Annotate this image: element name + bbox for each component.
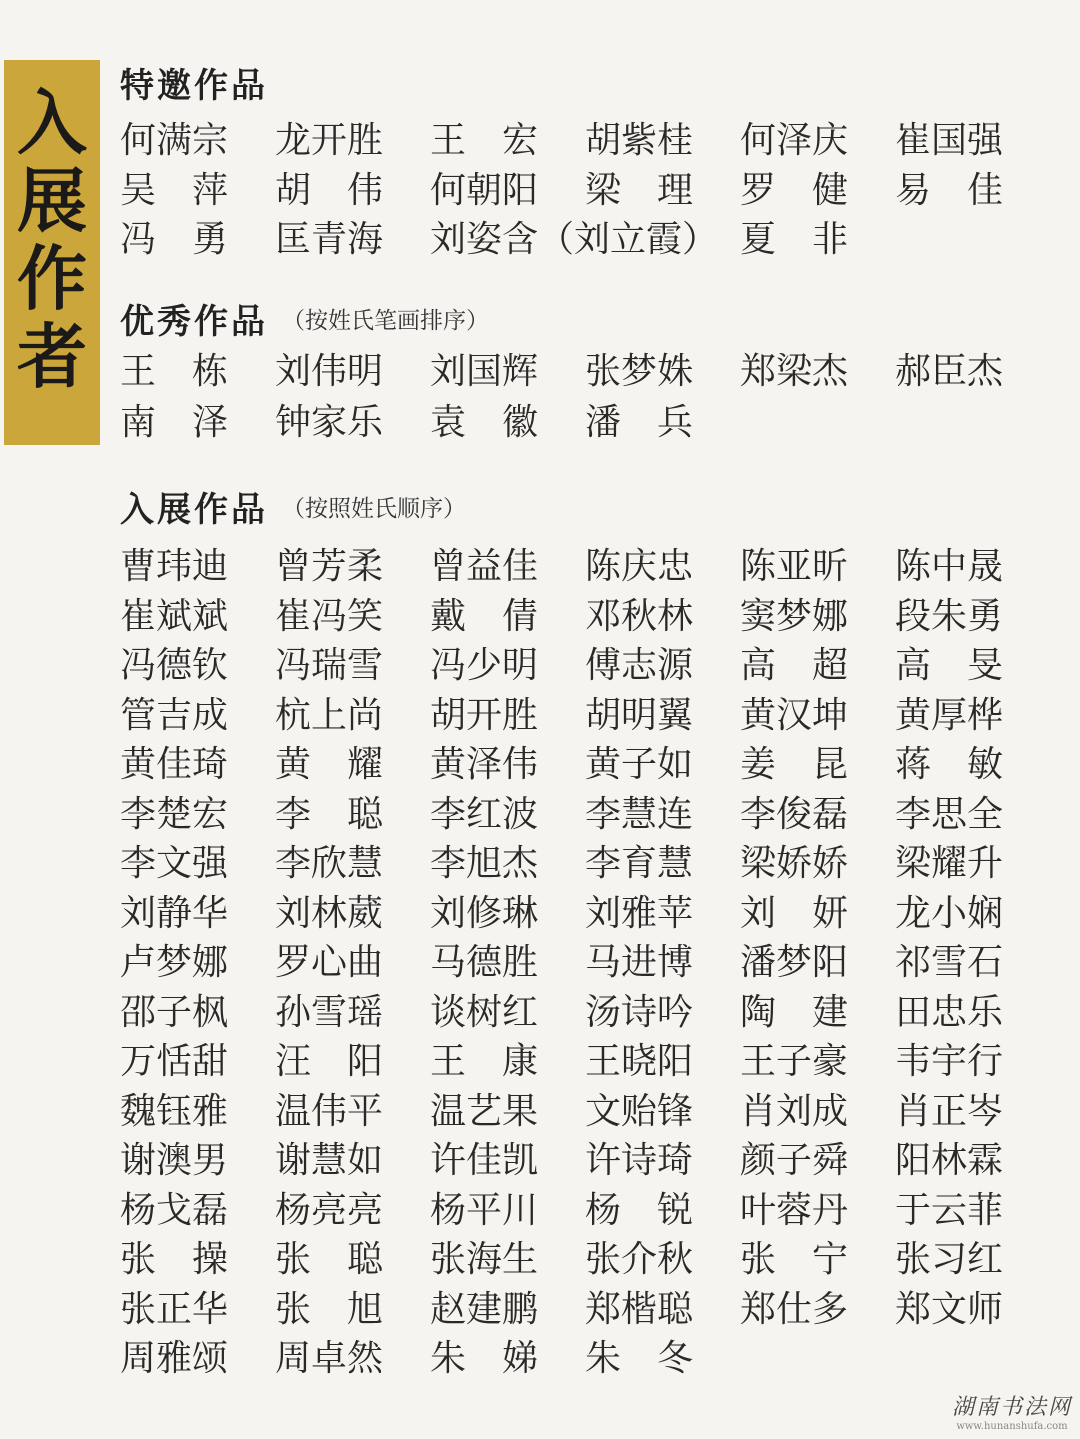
author-name: 杭上尚: [275, 694, 384, 736]
author-name: [585, 215, 740, 265]
author-name: 温伟平: [275, 1090, 384, 1132]
author-name: 曾芳柔: [275, 546, 384, 587]
author-name: 田忠乐: [895, 991, 1004, 1033]
author-name: 肖正岑: [895, 1090, 1004, 1132]
author-name: 张 操: [120, 1239, 229, 1280]
author-name: 李楚宏: [120, 793, 229, 835]
sidebar-char: 入: [17, 81, 87, 164]
author-name: 王 栋: [120, 351, 229, 392]
watermark-url: www.hunanshufa.com: [956, 1421, 1068, 1432]
author-name: 邵子枫: [120, 991, 229, 1033]
author-name: 窦梦娜: [740, 595, 849, 637]
author-name: 刘林葳: [275, 892, 384, 934]
author-name: 曹玮迪: [120, 546, 229, 587]
site-watermark: [952, 1395, 1072, 1433]
excellent-works-heading: [120, 296, 1060, 340]
author-name: 李慧连: [585, 793, 694, 835]
author-name: 张 聪: [275, 1239, 384, 1280]
accepted-names-grid: [120, 542, 1060, 1384]
author-name: 文贻锋: [585, 1090, 694, 1132]
author-name: 马德胜: [430, 942, 539, 983]
author-name: 冯瑞雪: [275, 645, 384, 686]
author-name: 胡紫桂: [585, 120, 694, 161]
author-name: 南 泽: [120, 402, 229, 443]
author-name: 杨平川: [430, 1189, 539, 1231]
heading-note: （按姓氏笔画排序）: [282, 307, 489, 334]
author-name: [895, 397, 1050, 448]
excellent-works-section: [120, 296, 1060, 448]
author-name: 阳林霖: [895, 1140, 1004, 1181]
sidebar-title: [4, 81, 100, 398]
author-name: 郑梁杰: [740, 351, 849, 392]
author-name: 魏钰雅: [120, 1090, 229, 1132]
author-name: 叶蓉丹: [740, 1189, 849, 1231]
heading-title: 优秀作品: [120, 301, 268, 342]
watermark-title: 湖南书法网: [952, 1395, 1073, 1420]
author-name: 高 旻: [895, 645, 1004, 686]
author-name: 冯 勇: [120, 219, 229, 260]
author-name: 蒋 敏: [895, 744, 1004, 785]
author-name: 傅志源: [585, 645, 694, 686]
author-name: 潘梦阳: [740, 942, 849, 983]
author-name: 崔冯笑: [275, 595, 384, 637]
accepted-works-section: [120, 484, 1060, 1384]
author-name: 陈庆忠: [585, 546, 694, 587]
author-name: 许佳凯: [430, 1140, 539, 1181]
author-name: 韦宇行: [895, 1041, 1004, 1082]
sidebar-char: 展: [17, 159, 87, 242]
author-name: 张海生: [430, 1239, 539, 1280]
author-name: 冯少明: [430, 645, 539, 686]
author-name: 王子豪: [740, 1041, 849, 1082]
author-name: 潘 兵: [585, 402, 694, 443]
sidebar-char: 作: [17, 237, 87, 320]
author-name: 刘 妍: [740, 892, 849, 934]
heading-title: 特邀作品: [120, 65, 268, 106]
author-name: [895, 1334, 1050, 1384]
author-name: 孙雪瑶: [275, 991, 384, 1033]
author-name: 杨亮亮: [275, 1189, 384, 1231]
author-name: 黄厚桦: [895, 694, 1004, 736]
author-name: 何泽庆: [740, 120, 849, 161]
author-name: 梁 理: [585, 169, 694, 211]
accepted-works-heading: [120, 484, 1060, 528]
author-name: 梁耀升: [895, 843, 1004, 884]
author-name: 陈中晟: [895, 546, 1004, 587]
section-sidebar: [4, 60, 100, 445]
author-name: [895, 215, 1050, 265]
author-name: 夏 非: [740, 219, 849, 260]
author-name: 何满宗: [120, 120, 229, 161]
author-name: 刘姿含（刘立霞）: [430, 219, 719, 260]
author-name: [740, 397, 895, 448]
author-name: 汪 阳: [275, 1041, 384, 1082]
author-name: 郑楷聪: [585, 1288, 694, 1330]
author-name: 郝臣杰: [895, 351, 1004, 392]
author-name: 李欣慧: [275, 843, 384, 884]
author-name: 张梦姝: [585, 351, 694, 392]
author-name: 杨戈磊: [120, 1189, 229, 1231]
author-name: 袁 徽: [430, 402, 539, 443]
author-name: 胡开胜: [430, 694, 539, 736]
author-name: 龙小娴: [895, 892, 1004, 934]
invited-works-heading: [120, 60, 1060, 104]
author-name: 谢慧如: [275, 1140, 384, 1181]
author-name: 李旭杰: [430, 843, 539, 884]
author-name: 温艺果: [430, 1090, 539, 1132]
author-name: 郑文师: [895, 1288, 1004, 1330]
author-name: 匡青海: [275, 219, 384, 260]
author-name: 曾益佳: [430, 546, 539, 587]
author-name: 李思全: [895, 793, 1004, 835]
author-name: 刘静华: [120, 892, 229, 934]
author-name: 何朝阳: [430, 169, 539, 211]
author-name: 陈亚昕: [740, 546, 849, 587]
heading-title: 入展作品: [120, 489, 268, 530]
author-name: 谈树红: [430, 991, 539, 1033]
author-name: 高 超: [740, 645, 849, 686]
author-name: 黄 耀: [275, 744, 384, 785]
author-name: 朱 娣: [430, 1338, 539, 1379]
author-name: 赵建鹏: [430, 1288, 539, 1330]
sidebar-char: 者: [17, 315, 87, 398]
author-name: 王 康: [430, 1041, 539, 1082]
author-name: 钟家乐: [275, 402, 384, 443]
author-name: 朱 冬: [585, 1338, 694, 1379]
author-name: 黄泽伟: [430, 744, 539, 785]
author-name: 戴 倩: [430, 595, 539, 637]
author-name: 马进博: [585, 942, 694, 983]
author-name: 黄子如: [585, 744, 694, 785]
author-name: 李文强: [120, 843, 229, 884]
author-name: 周雅颂: [120, 1338, 229, 1379]
author-name: 张 旭: [275, 1288, 384, 1330]
author-name: 王 宏: [430, 120, 539, 161]
author-name: 杨 锐: [585, 1189, 694, 1231]
author-name: 郑仕多: [740, 1288, 849, 1330]
author-name: 龙开胜: [275, 120, 384, 161]
author-name: 李俊磊: [740, 793, 849, 835]
author-name: 罗心曲: [275, 942, 384, 983]
author-name: [740, 1334, 895, 1384]
author-name: 张习红: [895, 1239, 1004, 1280]
author-name: 黄汉坤: [740, 694, 849, 736]
author-name: 周卓然: [275, 1338, 384, 1379]
author-name: 颜子舜: [740, 1140, 849, 1181]
author-name: 王晓阳: [585, 1041, 694, 1082]
author-name: 罗 健: [740, 169, 849, 211]
author-name: 谢澳男: [120, 1140, 229, 1181]
author-name: 邓秋林: [585, 595, 694, 637]
author-name: 肖刘成: [740, 1090, 849, 1132]
author-name: 李 聪: [275, 793, 384, 835]
author-name: 崔斌斌: [120, 595, 229, 637]
author-name: 汤诗吟: [585, 991, 694, 1033]
author-name: 许诗琦: [585, 1140, 694, 1181]
author-name: 于云菲: [895, 1189, 1004, 1231]
author-name: 管吉成: [120, 694, 229, 736]
author-name: 易 佳: [895, 169, 1004, 211]
author-name: 胡 伟: [275, 169, 384, 211]
author-name: 吴 萍: [120, 169, 229, 211]
author-name: 李红波: [430, 793, 539, 835]
author-name: 张正华: [120, 1288, 229, 1330]
author-name: 张介秋: [585, 1239, 694, 1280]
author-name: 段朱勇: [895, 595, 1004, 637]
author-name: 刘国辉: [430, 351, 539, 392]
excellent-names-grid: [120, 346, 1060, 448]
author-name: 刘雅苹: [585, 892, 694, 934]
invited-names-grid: [120, 116, 1060, 265]
author-name: 梁娇娇: [740, 843, 849, 884]
author-name: 冯德钦: [120, 645, 229, 686]
author-name: 姜 昆: [740, 744, 849, 785]
author-name: 陶 建: [740, 991, 849, 1033]
author-name: 张 宁: [740, 1239, 849, 1280]
author-name: 崔国强: [895, 120, 1004, 161]
author-name: 祁雪石: [895, 942, 1004, 983]
author-name: 刘伟明: [275, 351, 384, 392]
author-name: 卢梦娜: [120, 942, 229, 983]
author-name: 黄佳琦: [120, 744, 229, 785]
author-name: 刘修琳: [430, 892, 539, 934]
author-name: 胡明翼: [585, 694, 694, 736]
author-name: 李育慧: [585, 843, 694, 884]
author-name: 万恬甜: [120, 1041, 229, 1082]
heading-note: （按照姓氏顺序）: [282, 495, 466, 522]
invited-works-section: [120, 60, 1060, 265]
